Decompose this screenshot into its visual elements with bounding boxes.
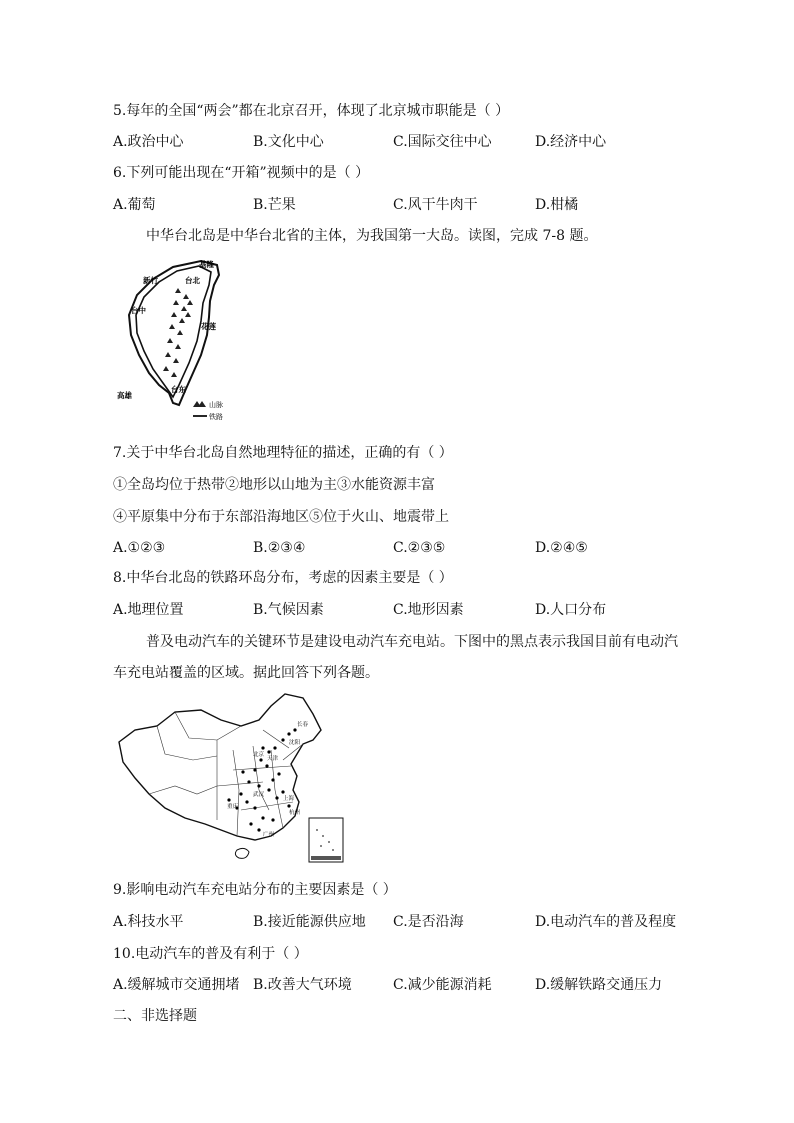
city-label: 重庆 (227, 804, 239, 810)
island-map-legend-rail (113, 410, 248, 426)
q9-option-c: C.是否沿海 (393, 914, 464, 930)
q7-statements-1: ①全岛均位于热带②地形以山地为主③水能资源丰富 (113, 477, 435, 493)
city-label: 基隆 (199, 260, 214, 269)
q7-option-d: D.②④⑤ (535, 540, 588, 556)
q10-stem: 10.电动汽车的普及有利于（ ） (113, 946, 308, 962)
q7-option-a: A.①②③ (113, 540, 166, 556)
legend-mountain-label: 山脉 (209, 401, 223, 409)
legend-railway-label: 铁路 (209, 413, 223, 421)
q7-statements-2: ④平原集中分布于东部沿海地区⑤位于火山、地震带上 (113, 509, 449, 525)
city-label: 长春 (297, 722, 309, 728)
q9-stem: 9.影响电动汽车充电站分布的主要因素是（ ） (113, 882, 397, 898)
q10-option-a: A.缓解城市交通拥堵 (113, 977, 240, 993)
island-map (113, 255, 248, 410)
q5-option-d: D.经济中心 (535, 134, 607, 150)
q10-option-c: C.减少能源消耗 (393, 977, 492, 993)
city-label: 北京 (253, 752, 265, 758)
q5-option-b: B.文化中心 (253, 134, 324, 150)
city-label: 台北 (185, 276, 200, 285)
q10-option-d: D.缓解铁路交通压力 (535, 977, 663, 993)
city-label: 杭州 (289, 810, 301, 816)
city-label: 沈阳 (289, 740, 301, 746)
q5-stem: 5.每年的全国“两会”都在北京召开，体现了北京城市职能是（ ） (113, 103, 510, 119)
q9-option-b: B.接近能源供应地 (253, 914, 366, 930)
city-label: 新竹 (143, 276, 158, 285)
city-label: 天津 (267, 756, 279, 762)
country-outline (119, 694, 321, 840)
q7-stem: 7.关于中华台北岛自然地理特征的描述，正确的有（ ） (113, 445, 453, 461)
city-label: 上海 (283, 796, 295, 802)
q8-stem: 8.中华台北岛的铁路环岛分布，考虑的因素主要是（ ） (113, 570, 453, 586)
city-label: 广州 (263, 832, 275, 838)
q10-option-b: B.改善大气环境 (253, 977, 352, 993)
q9-option-d: D.电动汽车的普及程度 (535, 914, 677, 930)
mountain-icon (193, 401, 206, 407)
q6-option-d: D.柑橘 (535, 197, 579, 213)
q6-option-c: C.风干牛肉干 (393, 197, 478, 213)
section-heading: 二、非选择题 (113, 1008, 197, 1024)
city-label: 高雄 (117, 391, 132, 400)
q7-option-b: B.②③④ (253, 540, 306, 556)
q9-option-a: A.科技水平 (113, 914, 184, 930)
city-label: 台中 (131, 306, 146, 315)
q5-option-c: C.国际交往中心 (393, 134, 492, 150)
q8-option-a: A.地理位置 (113, 602, 184, 618)
intro-7-8: 中华台北岛是中华台北省的主体，为我国第一大岛。读图，完成 7-8 题。 (146, 228, 598, 244)
q8-option-c: C.地形因素 (393, 602, 464, 618)
city-label: 武汉 (253, 792, 265, 798)
q6-option-a: A.葡萄 (113, 197, 156, 213)
q5-option-a: A.政治中心 (113, 134, 184, 150)
city-label: 花莲 (201, 322, 216, 331)
q7-option-c: C.②③⑤ (393, 540, 446, 556)
q8-option-b: B.气候因素 (253, 602, 324, 618)
q6-stem: 6.下列可能出现在“开箱”视频中的是（ ） (113, 165, 370, 181)
intro-9-10-line1: 普及电动汽车的关键环节是建设电动汽车充电站。下图中的黑点表示我国目前有电动汽 (146, 634, 678, 650)
q8-option-d: D.人口分布 (535, 602, 607, 618)
city-label: 台东 (171, 385, 186, 394)
q6-option-b: B.芒果 (253, 197, 296, 213)
hainan-island (235, 848, 249, 858)
intro-9-10-line2: 车充电站覆盖的区域。据此回答下列各题。 (113, 665, 379, 681)
china-map (113, 690, 348, 865)
south-sea-inset (309, 818, 343, 862)
